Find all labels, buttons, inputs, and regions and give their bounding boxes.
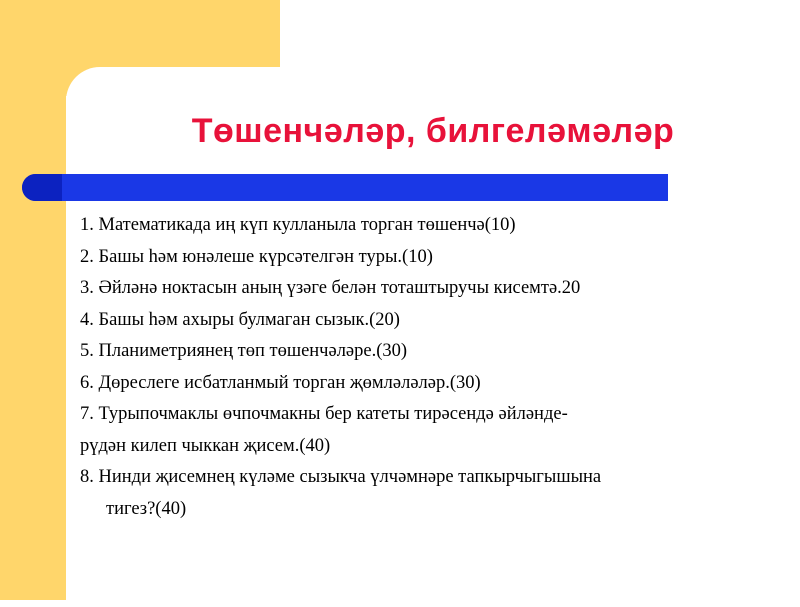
decor-blue-bar-cap	[22, 174, 62, 201]
list-item: 3. Әйләнә ноктасын аның үзәге белән тоташтыручы кисемтә.20	[80, 278, 581, 298]
list-item: тигез?(40)	[106, 498, 187, 519]
list-item: 4. Башы һәм ахыры булмаган сызык.(20)	[80, 309, 400, 330]
decor-gold-strip-left	[0, 0, 66, 600]
list-item: 5. Планиметриянең төп төшенчәләре.(30)	[80, 341, 408, 361]
questions-list	[80, 210, 780, 525]
decor-blue-bar	[22, 174, 668, 201]
list-item: рүдән килеп чыккан җисем.(40)	[80, 435, 331, 456]
slide-title: Төшенчәләр, билгеләмәләр	[191, 112, 675, 150]
list-item: 1. Математикада иң күп кулланыла торган төшенчә(10)	[80, 215, 516, 235]
list-item: 8. Нинди җисемнең күләме сызыкча үлчәмнәре тапкырчыгышына	[80, 467, 602, 487]
list-item: 6. Дөреслеге исбатланмый торган җөмләләләр.(30)	[80, 372, 481, 393]
list-item: 7. Турыпочмаклы өчпочмакны бер катеты тирәсендә әйләнде-	[80, 404, 568, 424]
list-item: 2. Башы һәм юнәлеше күрсәтелгән туры.(10)	[80, 246, 433, 267]
